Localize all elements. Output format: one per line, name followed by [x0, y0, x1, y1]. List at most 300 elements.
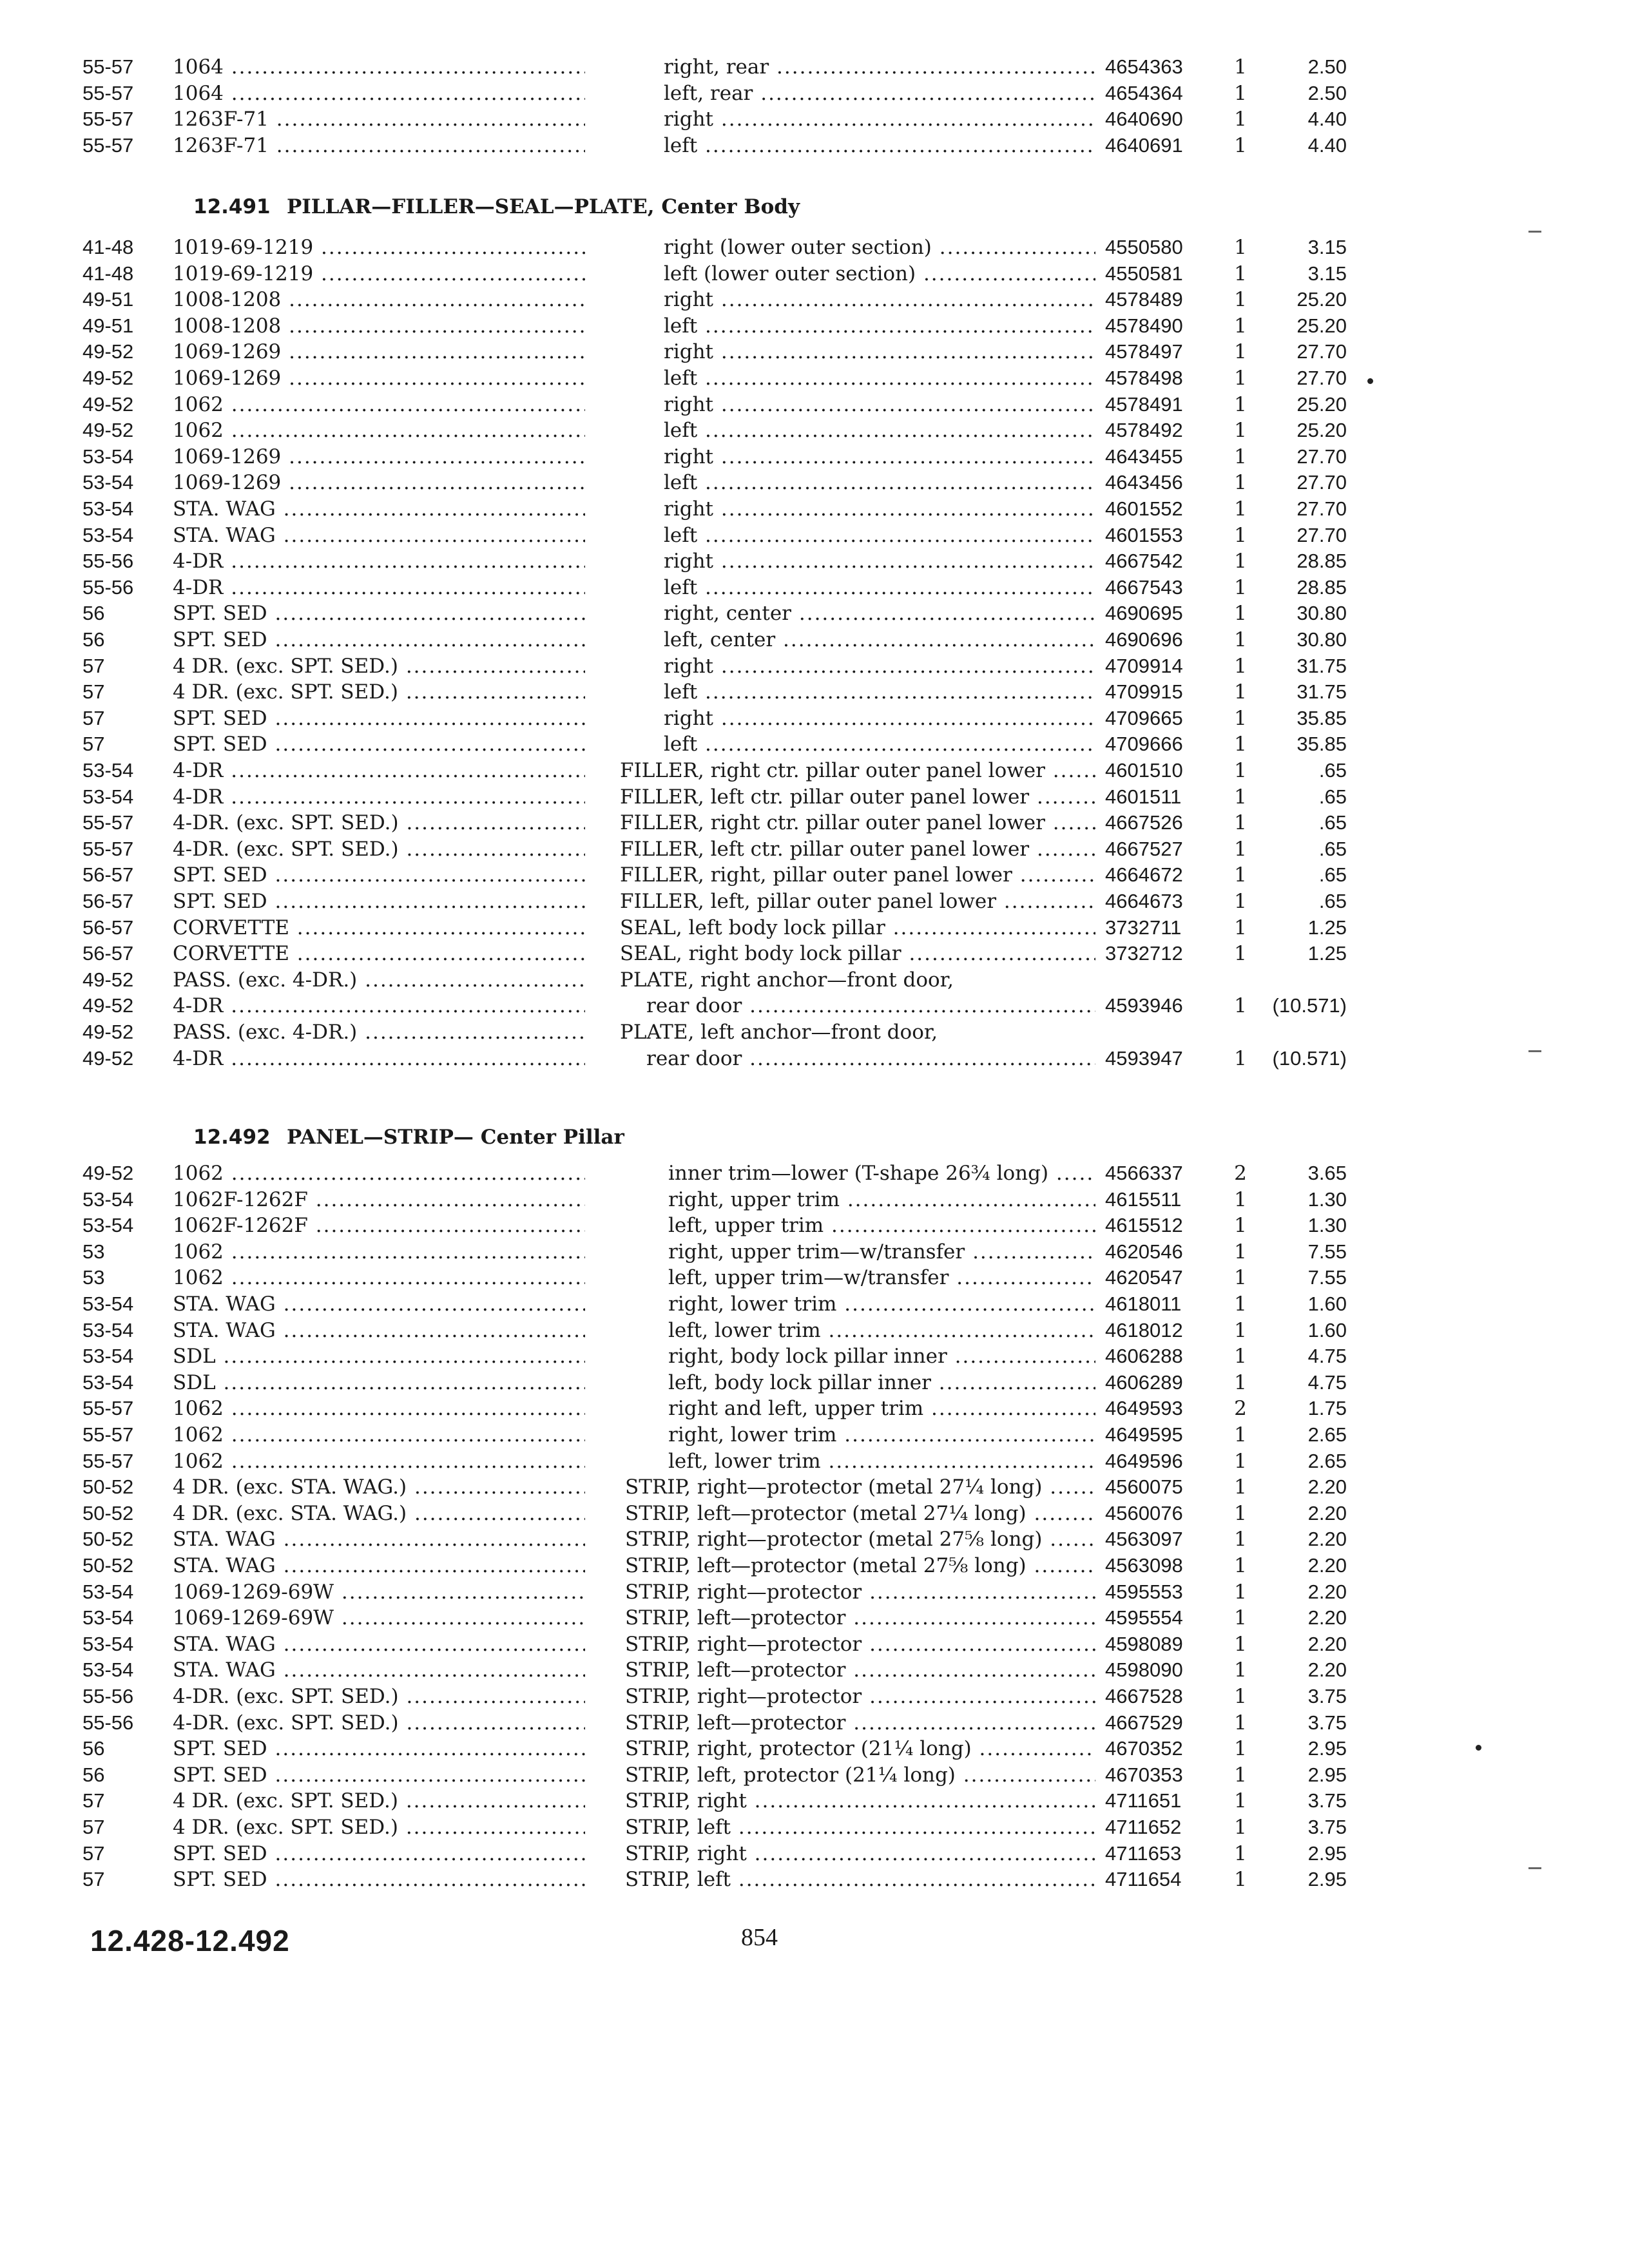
description-cell [625, 1500, 1095, 1527]
price-cell-text: 3.15 [1307, 262, 1347, 285]
table-row [0, 1369, 1629, 1396]
table-row [0, 940, 1629, 967]
model-cell [173, 1735, 585, 1762]
price-cell-text: 2.20 [1307, 1528, 1347, 1551]
year-cell [82, 338, 173, 365]
price-cell [1263, 1421, 1347, 1448]
part-number-cell-text: 4615512 [1105, 1214, 1183, 1237]
year-cell-text: 50-52 [82, 1528, 134, 1551]
description-cell-text: right, body lock pillar inner ..... [668, 1345, 1095, 1368]
quantity-cell [1221, 1866, 1260, 1893]
description-cell [664, 417, 1095, 444]
model-cell [173, 861, 585, 889]
part-number-cell-text: 4578489 [1105, 288, 1183, 311]
model-cell [173, 1762, 585, 1789]
table-row [0, 1762, 1629, 1789]
part-number-cell-text: 4711654 [1105, 1868, 1182, 1891]
year-cell-text: 55-56 [82, 1685, 134, 1707]
price-cell [1263, 1709, 1347, 1736]
part-number-cell-text: 4560076 [1105, 1501, 1183, 1524]
model-cell-text: 4 DR. (exc. SPT. SED.) ..... [173, 680, 585, 704]
quantity-cell [1221, 1238, 1260, 1265]
part-number-cell-text: 4550581 [1105, 262, 1183, 285]
model-cell [173, 1657, 585, 1684]
price-cell-text: (10.571) [1272, 994, 1347, 1017]
part-number-cell-text: 4595554 [1105, 1606, 1183, 1629]
quantity-cell-text: 1 [1234, 680, 1247, 704]
price-cell-text: .65 [1318, 811, 1347, 834]
quantity-cell [1221, 391, 1260, 418]
part-number-cell [1105, 861, 1218, 889]
price-cell-text: 28.85 [1296, 575, 1347, 599]
description-cell-text: FILLER, right ctr. pillar outer panel lower ..... [620, 811, 1095, 834]
table-row [0, 1421, 1629, 1448]
description-cell-text: left, upper trim ..... [668, 1214, 1095, 1237]
part-number-cell [1105, 1212, 1218, 1239]
model-cell-text: 4 DR. (exc. STA. WAG.) ..... [173, 1502, 585, 1525]
part-number-cell-text: 4615511 [1105, 1187, 1182, 1211]
year-cell-text: 53-54 [82, 759, 134, 782]
price-cell [1263, 522, 1347, 549]
part-number-cell [1105, 888, 1218, 915]
price-cell [1263, 1186, 1347, 1213]
price-cell-text: 2.20 [1307, 1632, 1347, 1655]
year-cell [82, 1579, 173, 1606]
year-cell [82, 1395, 173, 1422]
quantity-cell-text: 1 [1234, 1345, 1247, 1369]
year-cell [82, 1500, 173, 1527]
year-cell [82, 1526, 173, 1553]
quantity-cell [1221, 1369, 1260, 1396]
description-cell [625, 1840, 1095, 1867]
part-number-cell-text: 4649593 [1105, 1397, 1183, 1420]
year-cell [82, 1264, 173, 1291]
year-cell [82, 809, 173, 836]
part-number-cell-text: 4664673 [1105, 890, 1183, 912]
part-number-cell [1105, 678, 1218, 706]
model-cell-text: CORVETTE ..... [173, 942, 585, 965]
model-cell-text: STA. WAG ..... [173, 497, 585, 521]
description-cell-text: left, lower trim ..... [668, 1319, 1095, 1342]
part-number-cell [1105, 80, 1218, 107]
part-number-cell [1105, 1814, 1218, 1841]
price-cell-text: 30.80 [1296, 602, 1347, 625]
quantity-cell [1221, 600, 1260, 627]
model-cell-text: 1062F-1262F ..... [173, 1188, 585, 1211]
part-number-cell [1105, 1448, 1218, 1475]
quantity-cell-text: 1 [1234, 1449, 1247, 1473]
description-cell [664, 53, 1095, 81]
year-cell-text: 53-54 [82, 523, 134, 546]
quantity-cell [1221, 653, 1260, 680]
description-cell [664, 469, 1095, 496]
description-cell-text: right ..... [664, 550, 1095, 573]
description-cell-text: left ..... [664, 314, 1095, 338]
table-row [0, 522, 1629, 549]
price-cell-text: 2.65 [1307, 1449, 1347, 1472]
model-cell-text: 1069-1269-69W ..... [173, 1581, 585, 1604]
year-cell-text: 56-57 [82, 863, 134, 887]
price-cell-text: 7.55 [1307, 1240, 1347, 1263]
price-cell-text: .65 [1318, 890, 1347, 912]
price-cell [1263, 548, 1347, 575]
quantity-cell [1221, 1474, 1260, 1501]
model-cell [173, 1395, 585, 1422]
model-cell [173, 53, 585, 81]
description-cell-text: left, rear ..... [664, 82, 1095, 105]
model-cell [173, 1212, 585, 1239]
model-cell [173, 1186, 585, 1213]
part-number-cell [1105, 1787, 1218, 1814]
quantity-cell [1221, 1657, 1260, 1684]
price-cell [1263, 783, 1347, 811]
year-cell [82, 836, 173, 863]
part-number-cell [1105, 1317, 1218, 1344]
model-cell-text: STA. WAG ..... [173, 1528, 585, 1551]
description-cell-text: SEAL, right body lock pillar ..... [620, 942, 1095, 965]
model-cell [173, 1045, 585, 1072]
price-cell-text: 1.25 [1307, 942, 1347, 965]
quantity-cell-text: 1 [1234, 837, 1247, 861]
quantity-cell [1221, 1762, 1260, 1789]
model-cell-text: 1062 ..... [173, 1266, 585, 1289]
price-cell-text: 35.85 [1296, 706, 1347, 729]
part-number-cell [1105, 1186, 1218, 1213]
model-cell [173, 132, 585, 159]
part-number-cell [1105, 914, 1218, 941]
price-cell [1263, 1045, 1347, 1072]
description-cell [625, 1474, 1095, 1501]
year-cell-text: 56-57 [82, 916, 134, 939]
part-number-cell-text: 4711652 [1105, 1816, 1182, 1838]
table-row [0, 286, 1629, 313]
description-cell [625, 1762, 1095, 1789]
description-cell-text: FILLER, left ctr. pillar outer panel lower ..... [620, 838, 1095, 861]
price-cell [1263, 626, 1347, 653]
description-cell-text: inner trim—lower (T-shape 26¾ long) ..... [668, 1162, 1095, 1185]
model-cell [173, 391, 585, 418]
year-cell [82, 1604, 173, 1631]
description-cell [664, 443, 1095, 470]
model-cell-text: 4 DR. (exc. SPT. SED.) ..... [173, 1789, 585, 1812]
description-cell-text: PLATE, left anchor—front door, [620, 1021, 938, 1044]
year-cell [82, 1814, 173, 1841]
quantity-cell [1221, 1735, 1260, 1762]
part-number-cell-text: 4667529 [1105, 1711, 1183, 1734]
quantity-cell [1221, 1814, 1260, 1841]
margin-dash-mark [1528, 231, 1541, 233]
part-number-cell [1105, 132, 1218, 159]
year-cell-text: 49-52 [82, 994, 134, 1017]
part-number-cell-text: 4709665 [1105, 706, 1183, 729]
quantity-cell [1221, 522, 1260, 549]
year-cell-text: 41-48 [82, 262, 134, 285]
description-cell [664, 653, 1095, 680]
year-cell-text: 57 [82, 1789, 105, 1812]
description-cell-text: right ..... [664, 655, 1095, 678]
description-cell-text: right, lower trim ..... [668, 1293, 1095, 1316]
year-cell-text: 55-56 [82, 575, 134, 599]
price-cell [1263, 312, 1347, 340]
year-cell [82, 600, 173, 627]
model-cell [173, 678, 585, 706]
part-number-cell [1105, 469, 1218, 496]
year-cell [82, 1657, 173, 1684]
part-number-cell [1105, 417, 1218, 444]
part-number-cell-text: 4667528 [1105, 1685, 1183, 1707]
part-number-cell-text: 4709666 [1105, 733, 1183, 756]
table-row [0, 653, 1629, 680]
year-cell [82, 1735, 173, 1762]
price-cell [1263, 1631, 1347, 1658]
table-row [0, 1814, 1629, 1841]
description-cell-text: right ..... [664, 497, 1095, 521]
model-cell [173, 1369, 585, 1396]
part-number-cell-text: 4563098 [1105, 1554, 1183, 1577]
model-cell-text: 1064 ..... [173, 82, 585, 105]
price-cell-text: 3.75 [1307, 1685, 1347, 1707]
year-cell-text: 53 [82, 1266, 105, 1289]
quantity-cell [1221, 1291, 1260, 1318]
model-cell [173, 600, 585, 627]
part-number-cell-text: 4643456 [1105, 471, 1183, 494]
part-number-cell-text: 4709915 [1105, 680, 1183, 704]
quantity-cell-text: 1 [1234, 1423, 1247, 1446]
description-cell [664, 338, 1095, 365]
part-number-cell-text: 4620547 [1105, 1266, 1183, 1289]
table-row [0, 1552, 1629, 1579]
quantity-cell [1221, 836, 1260, 863]
quantity-cell-text: 1 [1234, 81, 1247, 105]
table-row [0, 1019, 1629, 1046]
section-number: 12.492 [193, 1126, 271, 1149]
year-cell [82, 495, 173, 523]
part-number-cell [1105, 1762, 1218, 1789]
model-cell-text: SPT. SED ..... [173, 1842, 585, 1865]
table-row [0, 1579, 1629, 1606]
table-row [0, 417, 1629, 444]
price-cell-text: 2.20 [1307, 1658, 1347, 1682]
table-row [0, 80, 1629, 107]
model-cell-text: 4-DR. (exc. SPT. SED.) ..... [173, 838, 585, 861]
model-cell-text: 4-DR. (exc. SPT. SED.) ..... [173, 811, 585, 834]
margin-dot-mark [1476, 1745, 1481, 1751]
year-cell [82, 1045, 173, 1072]
description-cell-text: right, upper trim—w/transfer ..... [668, 1240, 1095, 1264]
description-cell [664, 548, 1095, 575]
price-cell-text: 1.30 [1307, 1187, 1347, 1211]
quantity-cell [1221, 1579, 1260, 1606]
price-cell [1263, 391, 1347, 418]
quantity-cell [1221, 106, 1260, 133]
quantity-cell [1221, 53, 1260, 81]
price-cell [1263, 1369, 1347, 1396]
part-number-cell-text: 4598090 [1105, 1658, 1183, 1682]
quantity-cell [1221, 1343, 1260, 1370]
year-cell-text: 55-57 [82, 837, 134, 860]
part-number-cell-text: 4643455 [1105, 445, 1183, 468]
quantity-cell [1221, 338, 1260, 365]
description-cell-text: left ..... [664, 524, 1095, 547]
description-cell [625, 1657, 1095, 1684]
model-cell [173, 522, 585, 549]
model-cell-text: PASS. (exc. 4-DR.) ..... [173, 968, 585, 992]
part-number-cell [1105, 1604, 1218, 1631]
description-cell-text: left ..... [664, 134, 1095, 157]
part-number-cell [1105, 1238, 1218, 1265]
part-number-cell [1105, 836, 1218, 863]
quantity-cell-text: 1 [1234, 811, 1247, 835]
price-cell [1263, 757, 1347, 784]
description-cell [664, 600, 1095, 627]
table-row [0, 1526, 1629, 1553]
description-cell [664, 106, 1095, 133]
table-row [0, 495, 1629, 523]
model-cell [173, 731, 585, 758]
model-cell [173, 914, 585, 941]
quantity-cell-text: 1 [1234, 550, 1247, 573]
model-cell [173, 1474, 585, 1501]
description-cell-text: right ..... [664, 288, 1095, 311]
price-cell [1263, 574, 1347, 601]
year-cell [82, 443, 173, 470]
model-cell-text: 1062 ..... [173, 1397, 585, 1420]
price-cell [1263, 1291, 1347, 1318]
description-cell-text: STRIP, left—protector (metal 27⅝ long) ..... [625, 1554, 1095, 1577]
model-cell [173, 888, 585, 915]
description-cell-text: STRIP, right ..... [625, 1842, 1095, 1865]
part-number-cell-text: 4578498 [1105, 367, 1183, 389]
table-row [0, 966, 1629, 994]
description-cell-text: left ..... [664, 576, 1095, 599]
description-cell [625, 1604, 1095, 1631]
quantity-cell [1221, 365, 1260, 392]
description-cell-text: STRIP, right—protector ..... [625, 1633, 1095, 1656]
part-number-cell [1105, 809, 1218, 836]
description-cell-text: right ..... [664, 445, 1095, 468]
quantity-cell [1221, 861, 1260, 889]
part-number-cell-text: 4618012 [1105, 1318, 1183, 1341]
year-cell-text: 55-56 [82, 1711, 134, 1734]
table-row [0, 1045, 1629, 1072]
price-cell-text: 27.70 [1296, 523, 1347, 546]
part-number-cell [1105, 1579, 1218, 1606]
price-cell-text: .65 [1318, 759, 1347, 782]
model-cell-text: 1069-1269 ..... [173, 367, 585, 390]
part-number-cell-text: 4667526 [1105, 811, 1183, 834]
year-cell [82, 888, 173, 915]
year-cell-text: 55-56 [82, 550, 134, 573]
model-cell [173, 966, 585, 994]
price-cell-text: 27.70 [1296, 445, 1347, 468]
year-cell [82, 1421, 173, 1448]
table-row [0, 600, 1629, 627]
table-row [0, 1343, 1629, 1370]
description-cell [668, 1343, 1095, 1370]
model-cell-text: 4 DR. (exc. SPT. SED.) ..... [173, 1816, 585, 1839]
table-row [0, 1160, 1629, 1187]
model-cell [173, 1840, 585, 1867]
part-number-cell [1105, 365, 1218, 392]
part-number-cell [1105, 653, 1218, 680]
price-cell [1263, 600, 1347, 627]
part-number-cell-text: 4593946 [1105, 994, 1183, 1017]
description-cell-text: rear door ..... [646, 1047, 1095, 1070]
part-number-cell-text: 4664672 [1105, 863, 1183, 887]
quantity-cell-text: 1 [1234, 1711, 1247, 1735]
part-number-cell-text: 4595553 [1105, 1580, 1183, 1603]
year-cell [82, 1787, 173, 1814]
description-cell-text: left ..... [664, 419, 1095, 442]
description-cell [664, 132, 1095, 159]
description-cell [620, 940, 1095, 967]
year-cell [82, 1840, 173, 1867]
section-heading-12492 [0, 1121, 1629, 1153]
description-cell-text: left ..... [664, 733, 1095, 756]
quantity-cell-text: 1 [1234, 367, 1247, 390]
description-cell [625, 1709, 1095, 1736]
model-cell [173, 80, 585, 107]
quantity-cell [1221, 1395, 1260, 1422]
part-number-cell-text: 4654364 [1105, 81, 1183, 104]
part-number-cell [1105, 1500, 1218, 1527]
year-cell [82, 731, 173, 758]
description-cell [620, 809, 1095, 836]
price-cell [1263, 1395, 1347, 1422]
description-cell [668, 1186, 1095, 1213]
part-number-cell [1105, 626, 1218, 653]
quantity-cell [1221, 1526, 1260, 1553]
description-cell-text: left (lower outer section) ..... [664, 262, 1095, 285]
price-cell-text: 3.15 [1307, 236, 1347, 258]
model-cell-text: SDL ..... [173, 1345, 585, 1368]
part-number-cell-text: 4649595 [1105, 1423, 1183, 1446]
year-cell-text: 53-54 [82, 1187, 134, 1211]
model-cell-text: SPT. SED ..... [173, 1763, 585, 1787]
part-number-cell-text: 4566337 [1105, 1162, 1183, 1184]
quantity-cell [1221, 1500, 1260, 1527]
price-cell [1263, 836, 1347, 863]
part-number-cell-text: 4690695 [1105, 602, 1183, 625]
table-row [0, 836, 1629, 863]
year-cell-text: 53-54 [82, 1632, 134, 1655]
description-cell-text: STRIP, right—protector ..... [625, 1685, 1095, 1708]
description-cell-text: FILLER, right, pillar outer panel lower ..... [620, 863, 1095, 887]
year-cell-text: 49-52 [82, 968, 134, 991]
model-cell [173, 338, 585, 365]
table-row [0, 1604, 1629, 1631]
description-cell-text: FILLER, right ctr. pillar outer panel lower ..... [620, 759, 1095, 782]
part-number-cell [1105, 940, 1218, 967]
quantity-cell-text: 1 [1234, 733, 1247, 756]
quantity-cell [1221, 1212, 1260, 1239]
quantity-cell-text: 1 [1234, 1763, 1247, 1787]
part-number-cell [1105, 1291, 1218, 1318]
part-number-cell-text: 4640691 [1105, 133, 1183, 157]
description-cell [664, 495, 1095, 523]
model-cell [173, 809, 585, 836]
model-cell-text: 1062 ..... [173, 1240, 585, 1264]
model-cell-text: 1008-1208 ..... [173, 314, 585, 338]
year-cell-text: 53-54 [82, 1214, 134, 1237]
quantity-cell-text: 1 [1234, 575, 1247, 599]
description-cell-text: right ..... [664, 340, 1095, 363]
quantity-cell [1221, 312, 1260, 340]
part-number-cell [1105, 391, 1218, 418]
model-cell-text: 1062 ..... [173, 1423, 585, 1446]
description-cell [664, 80, 1095, 107]
price-cell-text: 4.75 [1307, 1345, 1347, 1368]
